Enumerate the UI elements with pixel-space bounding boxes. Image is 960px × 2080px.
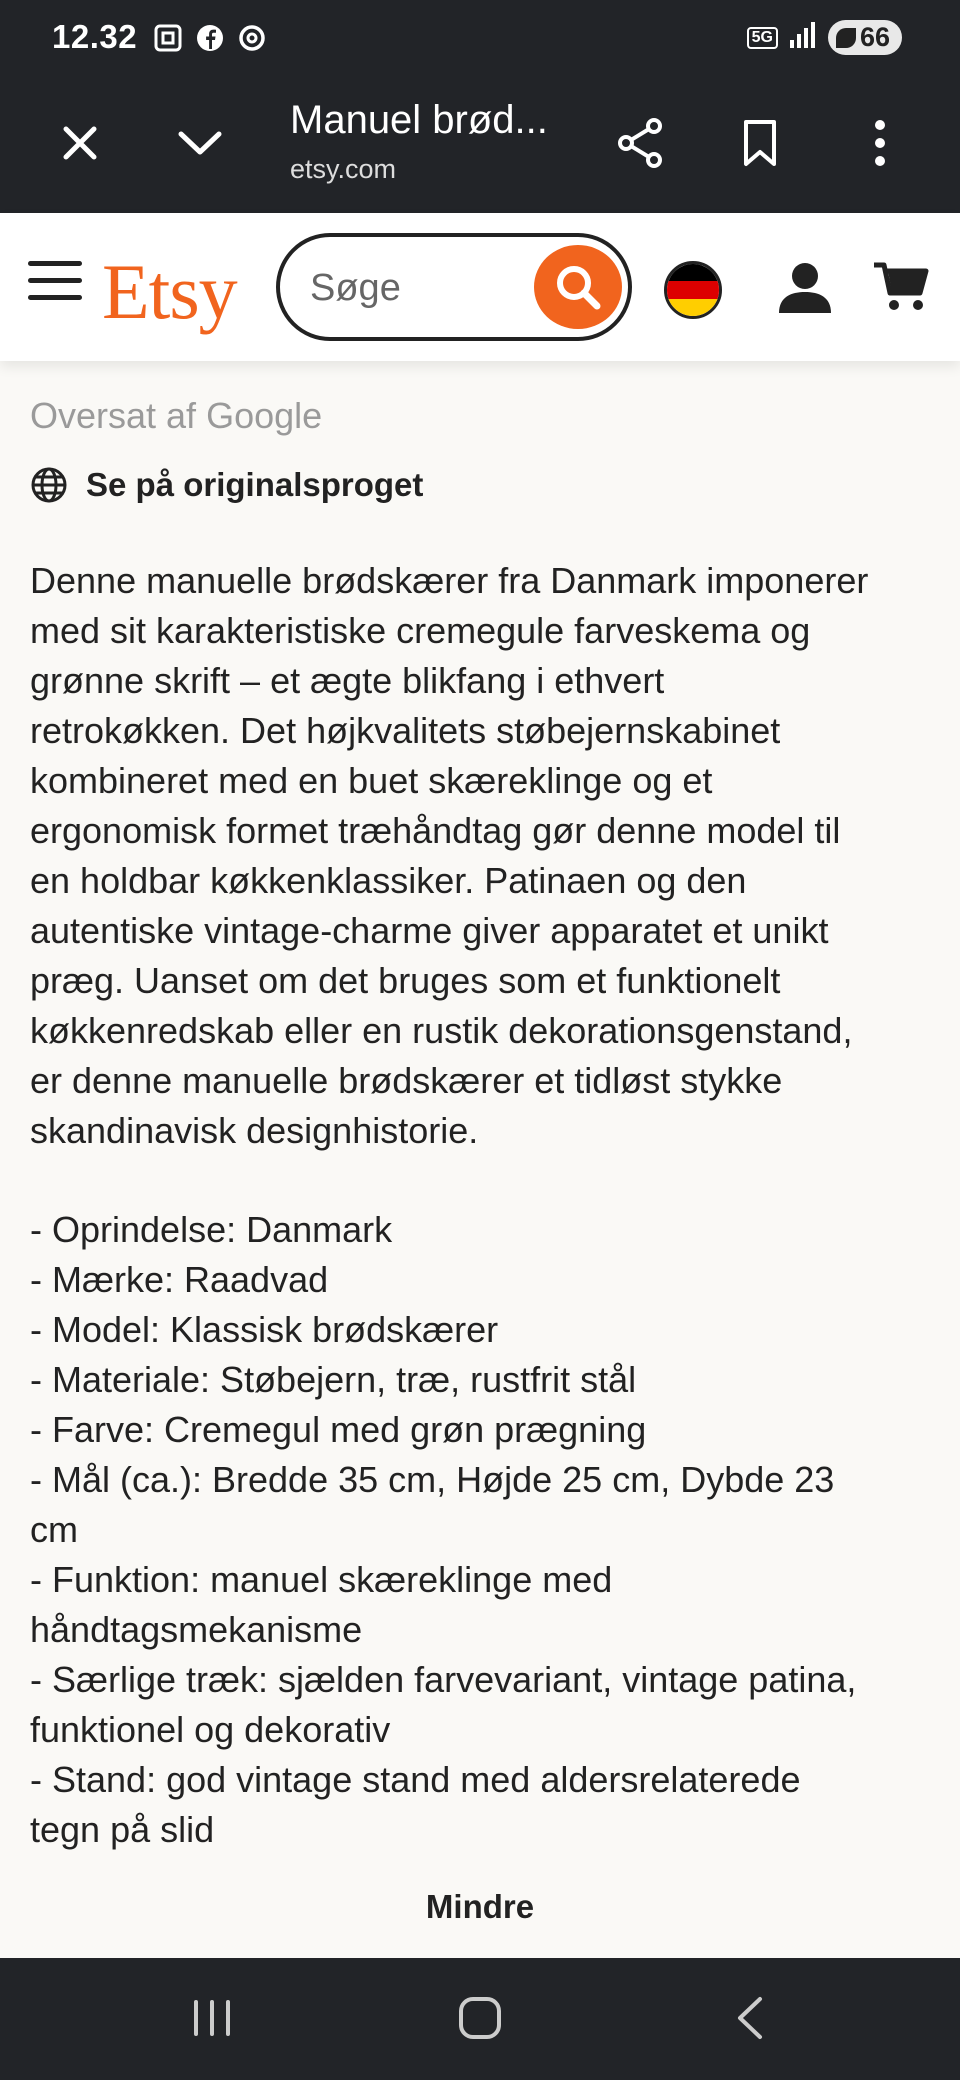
spec-line: - Oprindelse: Danmark [30,1209,393,1250]
signal-icon [788,20,818,55]
site-header [0,213,960,361]
status-time: 12.32 [52,18,138,55]
system-status-icons [747,20,902,55]
recent-apps-button[interactable] [172,1988,252,2048]
description-line: køkkenredskab eller en rustik dekorationsgenstand, [30,1010,853,1051]
menu-icon[interactable] [28,261,82,309]
description-line: skandinavisk designhistorie. [30,1110,479,1151]
browser-toolbar [0,78,960,213]
bookmark-button[interactable] [725,108,795,178]
battery-level: 66 [859,22,890,52]
german-flag-icon[interactable] [664,261,722,319]
facebook-icon [194,22,226,54]
spec-line: funktionel og dekorativ [30,1709,391,1750]
spec-line: - Mål (ca.): Bredde 35 cm, Højde 25 cm, Dybde 23 [30,1459,835,1500]
battery-saver-icon [836,28,856,48]
spec-line: - Særlige træk: sjælden farvevariant, vintage patina, [30,1659,857,1700]
notification-icons [152,22,268,54]
search-bar [276,233,632,341]
recent-apps-icon [190,1998,234,2038]
spec-line: - Farve: Cremegul med grøn prægning [30,1409,647,1450]
back-icon [734,1995,766,2041]
spec-line: - Materiale: Støbejern, træ, rustfrit stål [30,1359,637,1400]
more-vertical-icon [874,119,886,167]
etsy-logo[interactable]: Etsy [102,248,237,335]
view-original-link[interactable] [30,466,423,504]
home-button[interactable] [440,1988,520,2048]
share-icon [616,117,664,169]
description-line: ergonomisk formet træhåndtag gør denne model til [30,810,841,851]
show-less-button[interactable]: Mindre [425,1888,535,1925]
more-options-button[interactable] [845,108,915,178]
spec-line: tegn på slid [30,1809,215,1850]
description-line: præg. Uanset om det bruges som et funktionelt [30,960,781,1001]
search-button[interactable] [534,245,622,329]
spec-line: - Mærke: Raadvad [30,1259,329,1300]
close-icon [60,123,100,163]
search-icon [551,260,605,314]
battery-indicator [828,20,902,55]
screenshot-icon [152,22,184,54]
minimize-button[interactable] [165,108,235,178]
view-original-label: Se på originalsproget [86,466,424,503]
item-specifications [30,1205,940,1855]
translation-note: Oversat af Google [30,395,323,436]
page-url: etsy.com [290,154,397,184]
page-title: Manuel brød... [290,98,548,142]
globe-icon [30,466,68,504]
description-line: en holdbar køkkenklassiker. Patinaen og den [30,860,747,901]
spec-line: - Stand: god vintage stand med aldersrelaterede [30,1759,801,1800]
user-account-icon[interactable] [775,257,835,317]
system-nav-bar [0,1958,960,2080]
share-button[interactable] [605,108,675,178]
status-bar [0,0,960,78]
network-5g-icon: 5G [747,27,778,49]
close-tab-button[interactable] [45,108,115,178]
description-line: Denne manuelle brødskærer fra Danmark imponerer [30,560,869,601]
back-button[interactable] [710,1988,790,2048]
spec-line: - Funktion: manuel skæreklinge med [30,1559,613,1600]
description-line: retrokøkken. Det højkvalitets støbejernskabinet [30,710,781,751]
home-icon [457,1995,503,2041]
description-line: er denne manuelle brødskærer et tidløst stykke [30,1060,783,1101]
item-description [30,556,940,1156]
description-line: kombineret med en buet skæreklinge og et [30,760,713,801]
search-input[interactable] [310,261,530,315]
description-line: med sit karakteristiske cremegule farveskema og [30,610,811,651]
chevron-down-icon [177,128,223,158]
spec-line: - Model: Klassisk brødskærer [30,1309,499,1350]
threads-icon [236,22,268,54]
cart-icon[interactable] [872,257,932,317]
spec-line: håndtagsmekanisme [30,1609,363,1650]
spec-line: cm [30,1509,78,1550]
description-line: autentiske vintage-charme giver apparatet et unikt [30,910,829,951]
bookmark-icon [740,118,780,168]
description-line: grønne skrift – et ægte blikfang i ethvert [30,660,665,701]
